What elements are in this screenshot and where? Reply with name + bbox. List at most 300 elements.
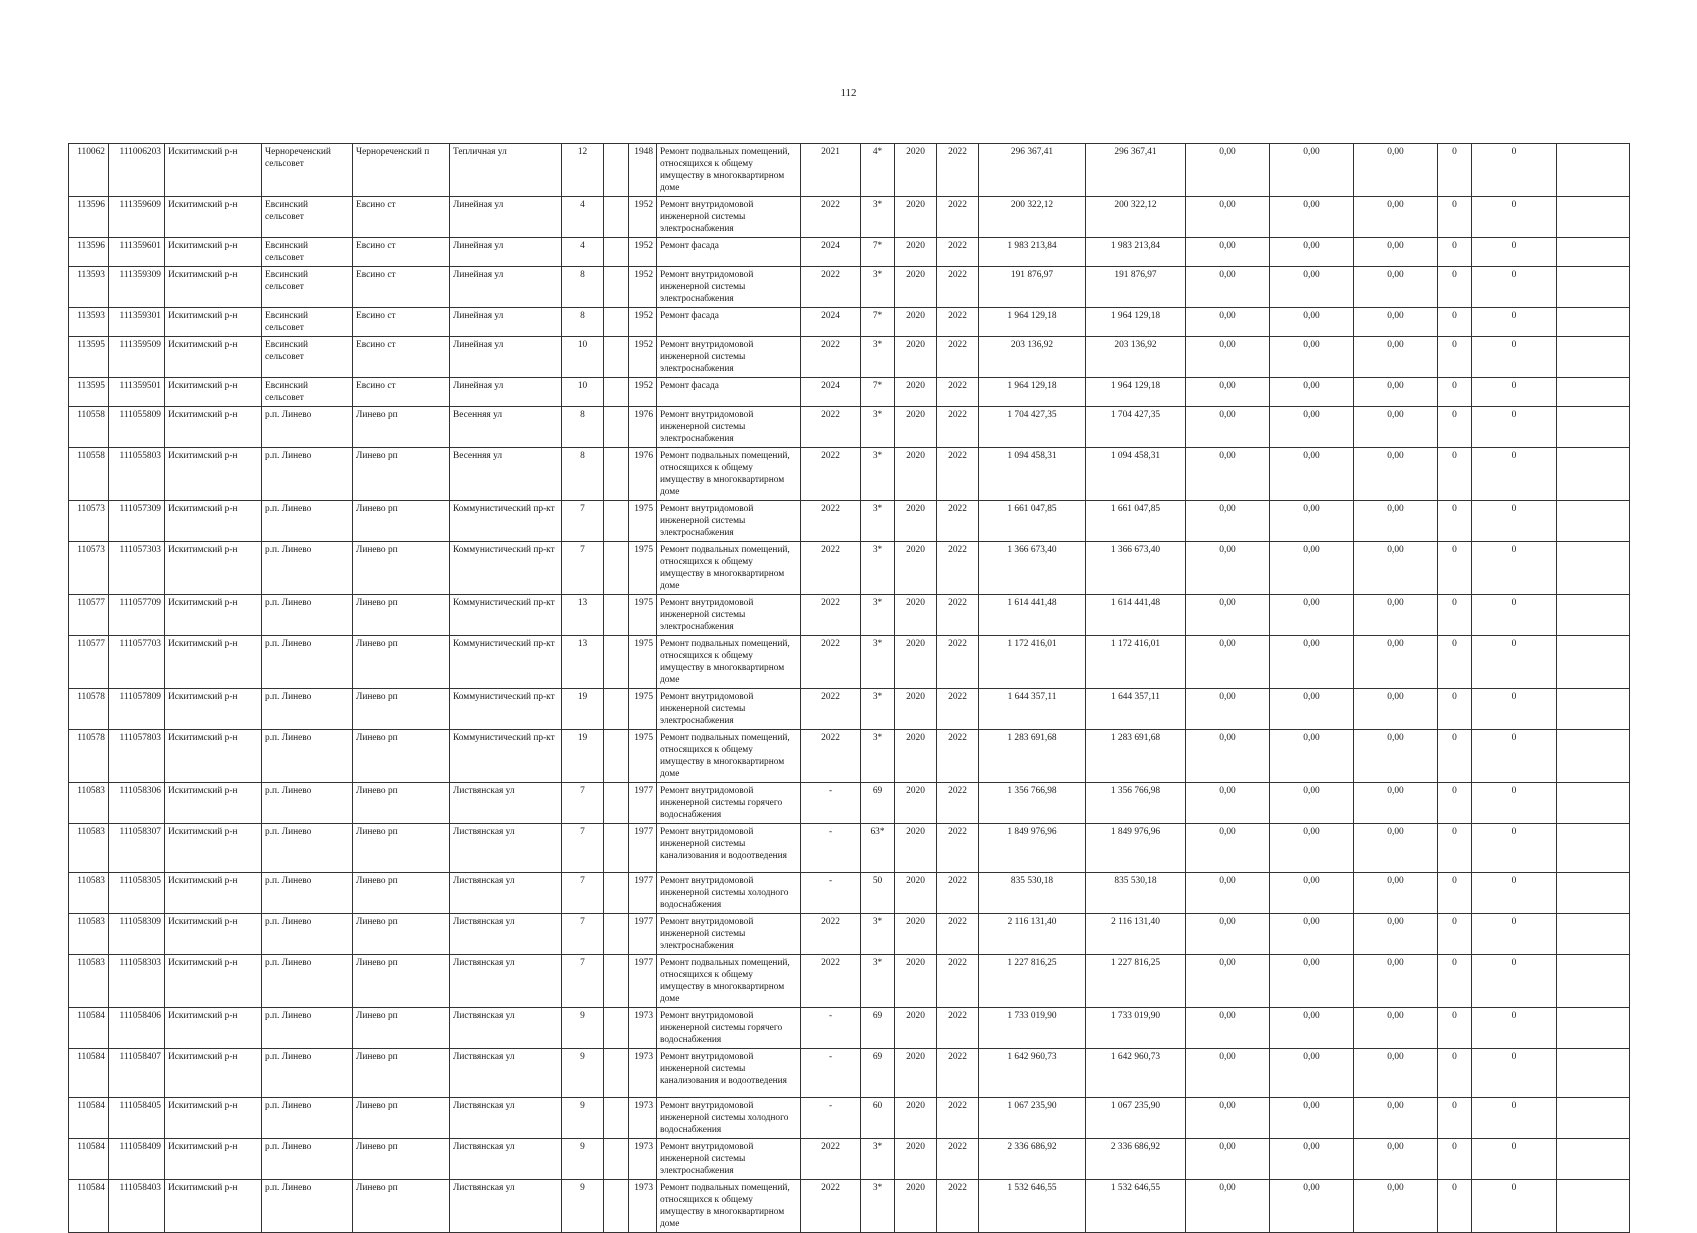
table-cell: 9 [562,1049,604,1098]
table-cell: 111359509 [109,337,165,378]
table-cell: 113593 [69,308,109,337]
table-cell: 0 [1472,595,1557,636]
table-cell: 2022 [937,1049,979,1098]
table-cell: 0,00 [1186,407,1270,448]
table-cell: Евсино ст [353,267,450,308]
table-cell: 0,00 [1354,824,1438,873]
table-cell: 113596 [69,197,109,238]
table-row [69,448,1630,501]
table-cell: Ремонт внутридомовой инженерной системы электроснабжения [657,595,801,636]
table-cell: Искитимский р-н [165,1008,262,1049]
table-cell: - [801,824,861,873]
table-cell: 2020 [895,144,937,197]
table-cell: 1948 [629,144,657,197]
table-cell: 0 [1438,824,1472,873]
table-cell: 111058309 [109,914,165,955]
table-cell: 7* [861,378,895,407]
table-cell: Линево рп [353,542,450,595]
table-cell: 2022 [801,197,861,238]
table-cell [604,955,629,1008]
table-cell: 1 661 047,85 [1086,501,1186,542]
table-cell: 0,00 [1270,238,1354,267]
table-cell: 10 [562,337,604,378]
table-cell: 111055803 [109,448,165,501]
table-cell: 2020 [895,197,937,238]
table-cell: 10 [562,378,604,407]
table-cell: Искитимский р-н [165,448,262,501]
table-cell: 1 094 458,31 [1086,448,1186,501]
table-cell: 2022 [937,636,979,689]
table-cell: Чернореченский сельсовет [262,144,353,197]
table-cell: Евсинский сельсовет [262,308,353,337]
table-cell: 2022 [937,197,979,238]
table-row [69,144,1630,197]
table-cell: Искитимский р-н [165,1098,262,1139]
table-cell: р.п. Линево [262,1139,353,1180]
table-cell [1557,824,1630,873]
table-cell: 9 [562,1139,604,1180]
table-cell: Листвянская ул [450,824,562,873]
table-cell: - [801,1049,861,1098]
table-cell: 7 [562,873,604,914]
table-cell: 12 [562,144,604,197]
table-cell: Ремонт внутридомовой инженерной системы канализования и водоотведения [657,824,801,873]
table-cell: 0,00 [1186,267,1270,308]
table-cell: 2 116 131,40 [1086,914,1186,955]
table-cell: 110062 [69,144,109,197]
table-cell [1557,1139,1630,1180]
table-cell: 3* [861,730,895,783]
table-cell: 1 704 427,35 [1086,407,1186,448]
table-cell: 63* [861,824,895,873]
table-cell: 0,00 [1186,783,1270,824]
table-cell: 2020 [895,873,937,914]
table-cell: Листвянская ул [450,1049,562,1098]
table-cell [1557,955,1630,1008]
table-cell: Искитимский р-н [165,308,262,337]
table-cell: Ремонт подвальных помещений, относящихся к общему имуществу в многоквартирном доме [657,1180,801,1233]
table-cell: 0,00 [1354,238,1438,267]
table-cell: 0 [1472,501,1557,542]
table-cell: 0,00 [1354,730,1438,783]
table-cell: 110578 [69,689,109,730]
table-cell: 0 [1472,730,1557,783]
table-cell: 1952 [629,378,657,407]
table-cell: Линево рп [353,595,450,636]
table-cell: Листвянская ул [450,1098,562,1139]
table-cell: 2022 [937,501,979,542]
table-cell: 2020 [895,1098,937,1139]
table-cell: 0 [1472,144,1557,197]
table-cell: Искитимский р-н [165,636,262,689]
table-cell: р.п. Линево [262,542,353,595]
table-cell: Искитимский р-н [165,783,262,824]
table-cell: 0 [1438,689,1472,730]
table-cell: 2022 [937,1180,979,1233]
table-cell: 111057703 [109,636,165,689]
table-cell: 1973 [629,1180,657,1233]
table-cell: 110584 [69,1049,109,1098]
table-cell: 0 [1438,914,1472,955]
table-cell: 1 704 427,35 [979,407,1086,448]
table-cell: 2022 [937,914,979,955]
table-cell [604,873,629,914]
table-cell: 0 [1472,407,1557,448]
table-cell: Искитимский р-н [165,730,262,783]
table-cell: 0 [1472,448,1557,501]
table-cell: Ремонт фасада [657,238,801,267]
table-cell: - [801,783,861,824]
table-row [69,1180,1630,1233]
table-cell: 2022 [801,730,861,783]
table-cell: 1 642 960,73 [979,1049,1086,1098]
table-cell [1557,337,1630,378]
table-row [69,873,1630,914]
table-row [69,308,1630,337]
table-cell: 1977 [629,783,657,824]
table-cell: Ремонт внутридомовой инженерной системы электроснабжения [657,1139,801,1180]
table-cell: 2022 [801,1180,861,1233]
table-cell: 0,00 [1186,337,1270,378]
table-cell: Ремонт внутридомовой инженерной системы канализования и водоотведения [657,1049,801,1098]
table-cell: Линейная ул [450,337,562,378]
table-cell: 191 876,97 [1086,267,1186,308]
table-cell: 3* [861,595,895,636]
table-cell: 0,00 [1186,873,1270,914]
table-cell: 0,00 [1270,595,1354,636]
table-cell: 0 [1438,448,1472,501]
table-cell: 2020 [895,1180,937,1233]
table-cell: Линево рп [353,955,450,1008]
table-cell: Искитимский р-н [165,407,262,448]
table-cell: 1 227 816,25 [979,955,1086,1008]
table-row [69,1049,1630,1098]
table-cell [1557,595,1630,636]
table-cell: 2022 [801,636,861,689]
table-cell: - [801,1008,861,1049]
table-cell: 0,00 [1186,689,1270,730]
table-row [69,197,1630,238]
table-cell: 2020 [895,1008,937,1049]
table-cell: 110577 [69,595,109,636]
table-row [69,267,1630,308]
table-cell: 1 067 235,90 [979,1098,1086,1139]
table-cell: 110584 [69,1139,109,1180]
table-cell: 19 [562,730,604,783]
table-cell: Искитимский р-н [165,501,262,542]
table-cell: 2022 [937,1098,979,1139]
table-cell: Ремонт внутридомовой инженерной системы электроснабжения [657,689,801,730]
table-cell: 110558 [69,448,109,501]
table-cell [1557,636,1630,689]
table-cell: 1 172 416,01 [1086,636,1186,689]
table-cell: 0 [1438,1180,1472,1233]
table-cell: 0 [1438,144,1472,197]
table-cell: 0,00 [1354,144,1438,197]
table-cell: р.п. Линево [262,1049,353,1098]
table-cell: 1 067 235,90 [1086,1098,1186,1139]
table-cell: Ремонт внутридомовой инженерной системы холодного водоснабжения [657,873,801,914]
table-cell [604,1098,629,1139]
table-row [69,1139,1630,1180]
table-cell: Евсино ст [353,337,450,378]
table-cell: Евсино ст [353,197,450,238]
table-cell: 0,00 [1354,1098,1438,1139]
table-cell: 1 983 213,84 [1086,238,1186,267]
table-cell: 111057303 [109,542,165,595]
table-cell: 0,00 [1186,1180,1270,1233]
table-cell [604,197,629,238]
table-cell: 1 644 357,11 [1086,689,1186,730]
table-cell: 1952 [629,197,657,238]
table-cell: 835 530,18 [979,873,1086,914]
table-cell: 2022 [937,595,979,636]
table-cell: 0,00 [1186,238,1270,267]
table-cell: Ремонт подвальных помещений, относящихся к общему имуществу в многоквартирном доме [657,636,801,689]
table-cell: Линейная ул [450,378,562,407]
table-cell: Тепличная ул [450,144,562,197]
table-cell: 2020 [895,824,937,873]
table-cell: 111058305 [109,873,165,914]
table-cell: 4 [562,238,604,267]
table-cell [1557,783,1630,824]
table-cell: 0,00 [1186,448,1270,501]
table-cell: Ремонт внутридомовой инженерной системы горячего водоснабжения [657,783,801,824]
table-cell: 1 356 766,98 [1086,783,1186,824]
table-cell: 2020 [895,337,937,378]
table-row [69,955,1630,1008]
table-row [69,730,1630,783]
repair-program-table [68,143,1630,1233]
table-cell: 111006203 [109,144,165,197]
table-cell: 1 172 416,01 [979,636,1086,689]
table-cell [604,824,629,873]
table-cell: 1 227 816,25 [1086,955,1186,1008]
table-row [69,501,1630,542]
table-cell: 7 [562,955,604,1008]
table-cell: 0 [1438,407,1472,448]
table-cell [604,914,629,955]
table-cell: 110584 [69,1180,109,1233]
table-cell: 2022 [937,730,979,783]
table-cell: 2022 [937,407,979,448]
table-cell: 0,00 [1354,267,1438,308]
table-cell: 110573 [69,501,109,542]
table-cell [604,238,629,267]
table-cell: 0,00 [1354,197,1438,238]
table-cell: Коммунистический пр-кт [450,689,562,730]
table-cell: 0,00 [1270,730,1354,783]
table-cell: 2020 [895,730,937,783]
table-cell: 3* [861,448,895,501]
table-cell: 2024 [801,378,861,407]
table-row [69,337,1630,378]
table-cell: р.п. Линево [262,873,353,914]
table-cell: 0 [1472,636,1557,689]
table-cell: 1975 [629,501,657,542]
table-cell [604,267,629,308]
table-cell: 1973 [629,1098,657,1139]
table-cell: 0,00 [1354,689,1438,730]
table-cell: 4 [562,197,604,238]
table-cell: 203 136,92 [979,337,1086,378]
table-cell: 2020 [895,955,937,1008]
table-cell [604,542,629,595]
table-row [69,595,1630,636]
table-cell: Листвянская ул [450,1008,562,1049]
table-cell: Линево рп [353,1008,450,1049]
table-cell: 0,00 [1270,689,1354,730]
table-cell: 9 [562,1180,604,1233]
table-cell: 0,00 [1186,595,1270,636]
table-cell: 8 [562,267,604,308]
table-cell: Линево рп [353,824,450,873]
table-cell: Листвянская ул [450,873,562,914]
table-cell: 2 336 686,92 [1086,1139,1186,1180]
table-cell: 0,00 [1270,914,1354,955]
table-cell: 0,00 [1354,1139,1438,1180]
table-cell: Коммунистический пр-кт [450,542,562,595]
table-cell: р.п. Линево [262,689,353,730]
table-cell: 0,00 [1270,197,1354,238]
table-cell: 2020 [895,238,937,267]
table-cell: 8 [562,407,604,448]
table-cell: 835 530,18 [1086,873,1186,914]
table-cell: 110577 [69,636,109,689]
table-cell: Линево рп [353,501,450,542]
table-cell: Ремонт фасада [657,378,801,407]
table-cell: 8 [562,308,604,337]
table-cell: 110584 [69,1008,109,1049]
table-cell [1557,144,1630,197]
table-cell: 110583 [69,783,109,824]
table-cell: 0 [1438,501,1472,542]
table-cell: 1975 [629,689,657,730]
table-cell: 2022 [801,955,861,1008]
table-cell: 2020 [895,501,937,542]
table-cell: 13 [562,595,604,636]
table-cell: 2022 [801,337,861,378]
table-cell: Ремонт внутридомовой инженерной системы электроснабжения [657,914,801,955]
table-cell: Евсинский сельсовет [262,337,353,378]
table-cell: 2022 [937,783,979,824]
table-cell: 0 [1472,378,1557,407]
table-cell: р.п. Линево [262,914,353,955]
table-cell: Линейная ул [450,197,562,238]
table-cell: Коммунистический пр-кт [450,501,562,542]
table-cell: Листвянская ул [450,1139,562,1180]
table-cell: Ремонт подвальных помещений, относящихся к общему имуществу в многоквартирном доме [657,448,801,501]
table-cell: Линево рп [353,783,450,824]
table-cell: 3* [861,542,895,595]
table-cell: 2022 [801,595,861,636]
table-cell: 0 [1438,378,1472,407]
table-cell: Евсинский сельсовет [262,267,353,308]
table-cell: 2022 [937,873,979,914]
table-cell: 2022 [801,542,861,595]
table-cell: р.п. Линево [262,636,353,689]
table-cell: 1976 [629,407,657,448]
table-cell: 3* [861,689,895,730]
table-cell [1557,542,1630,595]
table-cell: 0,00 [1354,636,1438,689]
table-cell: 0 [1438,1139,1472,1180]
table-cell: Листвянская ул [450,955,562,1008]
table-cell: 113596 [69,238,109,267]
table-cell: 2020 [895,1049,937,1098]
table-cell: 110583 [69,955,109,1008]
table-cell: 2022 [937,1139,979,1180]
table-cell: 1977 [629,873,657,914]
table-cell: 1975 [629,542,657,595]
table-cell: 0 [1472,824,1557,873]
table-cell: 0,00 [1186,378,1270,407]
table-cell: 69 [861,783,895,824]
table-cell: 2020 [895,378,937,407]
table-cell: 0,00 [1270,824,1354,873]
table-cell [604,448,629,501]
table-cell: Линево рп [353,1049,450,1098]
table-cell: 3* [861,267,895,308]
table-cell: р.п. Линево [262,824,353,873]
table-cell: 111057309 [109,501,165,542]
table-cell: 111058407 [109,1049,165,1098]
table-cell: 0,00 [1270,783,1354,824]
table-cell: Евсино ст [353,308,450,337]
table-cell: 7 [562,914,604,955]
table-cell [1557,378,1630,407]
table-cell: Линево рп [353,914,450,955]
table-cell: 0,00 [1270,955,1354,1008]
table-cell: 0,00 [1186,144,1270,197]
table-cell: 1 642 960,73 [1086,1049,1186,1098]
table-cell: 2022 [937,308,979,337]
table-cell: 1 532 646,55 [1086,1180,1186,1233]
table-cell: 1973 [629,1008,657,1049]
table-cell: 2024 [801,238,861,267]
table-cell: 0 [1438,1098,1472,1139]
table-cell: 113593 [69,267,109,308]
table-cell: 0,00 [1270,1049,1354,1098]
table-cell: 0,00 [1270,337,1354,378]
table-cell: 0,00 [1270,1139,1354,1180]
table-cell: 60 [861,1098,895,1139]
table-cell: 0,00 [1354,1008,1438,1049]
table-cell: 0,00 [1186,955,1270,1008]
table-cell: 0 [1472,689,1557,730]
table-cell: 2022 [937,378,979,407]
table-cell: 0,00 [1270,1008,1354,1049]
table-cell: Искитимский р-н [165,955,262,1008]
table-cell: 2020 [895,689,937,730]
table-cell: 1 532 646,55 [979,1180,1086,1233]
table-cell [1557,267,1630,308]
table-cell: Ремонт внутридомовой инженерной системы горячего водоснабжения [657,1008,801,1049]
table-cell: 2022 [801,914,861,955]
table-cell: 111058307 [109,824,165,873]
table-cell: 7* [861,238,895,267]
table-cell: 113595 [69,337,109,378]
table-cell: Искитимский р-н [165,914,262,955]
table-cell: Весенняя ул [450,448,562,501]
table-cell: 110573 [69,542,109,595]
table-cell: Искитимский р-н [165,144,262,197]
table-cell: 0,00 [1270,1098,1354,1139]
table-cell: Чернореченский п [353,144,450,197]
table-cell: р.п. Линево [262,783,353,824]
table-cell: 2022 [937,238,979,267]
table-cell: р.п. Линево [262,407,353,448]
